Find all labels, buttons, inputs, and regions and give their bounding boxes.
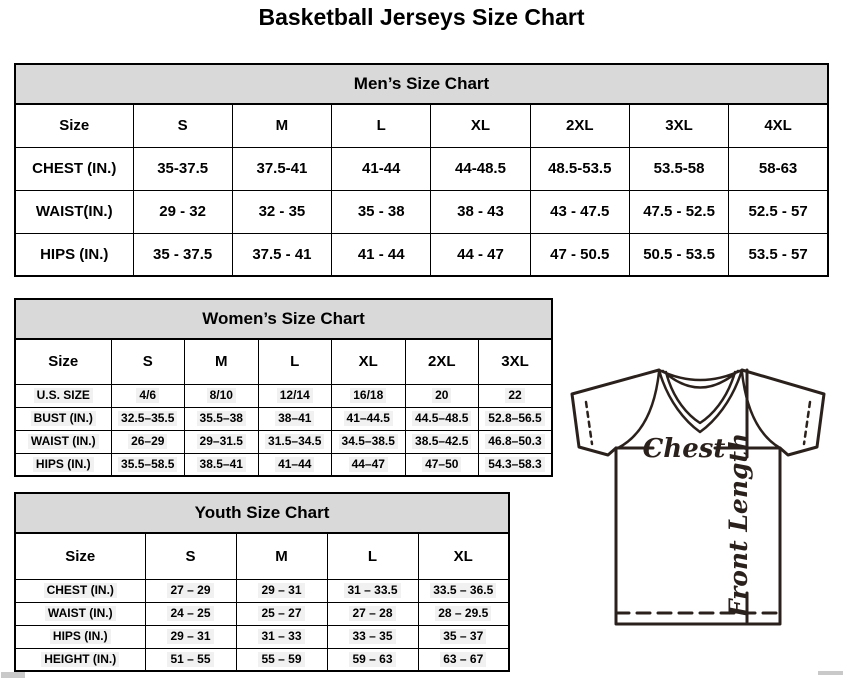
row-label: WAIST(IN.) bbox=[15, 190, 133, 233]
bottom-left-page-fragment bbox=[1, 672, 25, 678]
size-value-cell: 27 – 28 bbox=[327, 602, 418, 625]
womens_chart-column-header: S bbox=[111, 339, 185, 384]
size-value-cell: 12/14 bbox=[258, 384, 332, 407]
youth_chart-row bbox=[15, 625, 509, 648]
mens_chart-column-header: XL bbox=[431, 104, 530, 147]
size-value-cell: 43 - 47.5 bbox=[530, 190, 629, 233]
size-value-cell: 35 – 37 bbox=[418, 625, 509, 648]
size-value-cell: 53.5 - 57 bbox=[729, 233, 828, 276]
size-value-cell: 47–50 bbox=[405, 453, 479, 476]
size-value-cell: 51 – 55 bbox=[145, 648, 236, 671]
youth_chart-column-header: S bbox=[145, 533, 236, 579]
size-value-cell: 58-63 bbox=[729, 147, 828, 190]
size-value-cell: 4/6 bbox=[111, 384, 185, 407]
size-value-cell: 48.5-53.5 bbox=[530, 147, 629, 190]
youth_chart-column-header: XL bbox=[418, 533, 509, 579]
size-value-cell: 29 – 31 bbox=[236, 579, 327, 602]
size-value-cell: 44.5–48.5 bbox=[405, 407, 479, 430]
bottom-right-page-fragment bbox=[818, 671, 843, 675]
size-value-cell: 22 bbox=[479, 384, 553, 407]
mens_chart-title: Men’s Size Chart bbox=[15, 64, 828, 104]
womens_chart-column-header: Size bbox=[15, 339, 111, 384]
size-value-cell: 8/10 bbox=[185, 384, 259, 407]
size-value-cell: 37.5 - 41 bbox=[232, 233, 331, 276]
womens_chart-row bbox=[15, 407, 552, 430]
size-value-cell: 38–41 bbox=[258, 407, 332, 430]
womens_chart-column-header: 2XL bbox=[405, 339, 479, 384]
size-value-cell: 41-44 bbox=[332, 147, 431, 190]
size-value-cell: 25 – 27 bbox=[236, 602, 327, 625]
mens_chart-column-header: 3XL bbox=[629, 104, 728, 147]
size-value-cell: 29 – 31 bbox=[145, 625, 236, 648]
womens_chart-column-header: M bbox=[185, 339, 259, 384]
row-label: BUST (IN.) bbox=[15, 407, 111, 430]
size-value-cell: 55 – 59 bbox=[236, 648, 327, 671]
chest-label: Chest bbox=[642, 434, 726, 464]
size-value-cell: 52.5 - 57 bbox=[729, 190, 828, 233]
mens_chart-row bbox=[15, 233, 828, 276]
size-value-cell: 29 - 32 bbox=[133, 190, 232, 233]
row-label: HIPS (IN.) bbox=[15, 625, 145, 648]
size-value-cell: 27 – 29 bbox=[145, 579, 236, 602]
size-value-cell: 31 – 33.5 bbox=[327, 579, 418, 602]
row-label: U.S. SIZE bbox=[15, 384, 111, 407]
mens_chart-column-header: Size bbox=[15, 104, 133, 147]
size-value-cell: 33 – 35 bbox=[327, 625, 418, 648]
size-value-cell: 35 - 37.5 bbox=[133, 233, 232, 276]
size-value-cell: 41–44 bbox=[258, 453, 332, 476]
page-title: Basketball Jerseys Size Chart bbox=[258, 4, 585, 30]
size-value-cell: 32 - 35 bbox=[232, 190, 331, 233]
youth_chart-column-header: M bbox=[236, 533, 327, 579]
size-value-cell: 33.5 – 36.5 bbox=[418, 579, 509, 602]
youth-size-chart-table bbox=[14, 492, 510, 672]
youth_chart-title: Youth Size Chart bbox=[15, 493, 509, 533]
size-value-cell: 47 - 50.5 bbox=[530, 233, 629, 276]
size-value-cell: 26–29 bbox=[111, 430, 185, 453]
youth_chart-column-header: Size bbox=[15, 533, 145, 579]
size-value-cell: 29–31.5 bbox=[185, 430, 259, 453]
size-value-cell: 44 - 47 bbox=[431, 233, 530, 276]
size-value-cell: 16/18 bbox=[332, 384, 406, 407]
womens_chart-row bbox=[15, 453, 552, 476]
womens_chart-title: Women’s Size Chart bbox=[15, 299, 552, 339]
size-value-cell: 53.5-58 bbox=[629, 147, 728, 190]
size-value-cell: 35.5–58.5 bbox=[111, 453, 185, 476]
size-value-cell: 44-48.5 bbox=[431, 147, 530, 190]
youth_chart-row bbox=[15, 648, 509, 671]
size-value-cell: 46.8–50.3 bbox=[479, 430, 553, 453]
size-value-cell: 20 bbox=[405, 384, 479, 407]
size-value-cell: 35 - 38 bbox=[332, 190, 431, 233]
size-value-cell: 38 - 43 bbox=[431, 190, 530, 233]
womens_chart-column-header: 3XL bbox=[479, 339, 553, 384]
jersey-measurement-diagram bbox=[556, 360, 843, 628]
size-value-cell: 35.5–38 bbox=[185, 407, 259, 430]
row-label: WAIST (IN.) bbox=[15, 430, 111, 453]
youth_chart-row bbox=[15, 602, 509, 625]
row-label: CHEST (IN.) bbox=[15, 147, 133, 190]
row-label: WAIST (IN.) bbox=[15, 602, 145, 625]
size-value-cell: 63 – 67 bbox=[418, 648, 509, 671]
row-label: HIPS (IN.) bbox=[15, 453, 111, 476]
size-value-cell: 41 - 44 bbox=[332, 233, 431, 276]
size-value-cell: 35-37.5 bbox=[133, 147, 232, 190]
jersey-collar-icon bbox=[659, 370, 742, 432]
front-length-label: Front Length bbox=[724, 432, 753, 618]
size-value-cell: 24 – 25 bbox=[145, 602, 236, 625]
mens_chart-column-header: M bbox=[232, 104, 331, 147]
womens_chart-row bbox=[15, 430, 552, 453]
womens_chart-column-header: L bbox=[258, 339, 332, 384]
size-value-cell: 41–44.5 bbox=[332, 407, 406, 430]
size-value-cell: 54.3–58.3 bbox=[479, 453, 553, 476]
size-value-cell: 52.8–56.5 bbox=[479, 407, 553, 430]
mens_chart-row bbox=[15, 147, 828, 190]
mens_chart-column-header: 2XL bbox=[530, 104, 629, 147]
size-value-cell: 38.5–42.5 bbox=[405, 430, 479, 453]
youth_chart-column-header: L bbox=[327, 533, 418, 579]
youth_chart-row bbox=[15, 579, 509, 602]
mens_chart-column-header: 4XL bbox=[729, 104, 828, 147]
size-value-cell: 38.5–41 bbox=[185, 453, 259, 476]
row-label: CHEST (IN.) bbox=[15, 579, 145, 602]
mens_chart-row bbox=[15, 190, 828, 233]
row-label: HIPS (IN.) bbox=[15, 233, 133, 276]
size-value-cell: 32.5–35.5 bbox=[111, 407, 185, 430]
mens-size-chart-table bbox=[14, 63, 829, 277]
row-label: HEIGHT (IN.) bbox=[15, 648, 145, 671]
size-value-cell: 47.5 - 52.5 bbox=[629, 190, 728, 233]
size-value-cell: 59 – 63 bbox=[327, 648, 418, 671]
size-value-cell: 28 – 29.5 bbox=[418, 602, 509, 625]
jersey-outline-icon bbox=[572, 370, 824, 624]
size-value-cell: 31.5–34.5 bbox=[258, 430, 332, 453]
size-value-cell: 44–47 bbox=[332, 453, 406, 476]
mens_chart-column-header: L bbox=[332, 104, 431, 147]
size-value-cell: 31 – 33 bbox=[236, 625, 327, 648]
size-value-cell: 50.5 - 53.5 bbox=[629, 233, 728, 276]
womens_chart-column-header: XL bbox=[332, 339, 406, 384]
mens_chart-column-header: S bbox=[133, 104, 232, 147]
womens_chart-row bbox=[15, 384, 552, 407]
size-value-cell: 37.5-41 bbox=[232, 147, 331, 190]
womens-size-chart-table bbox=[14, 298, 553, 477]
size-value-cell: 34.5–38.5 bbox=[332, 430, 406, 453]
